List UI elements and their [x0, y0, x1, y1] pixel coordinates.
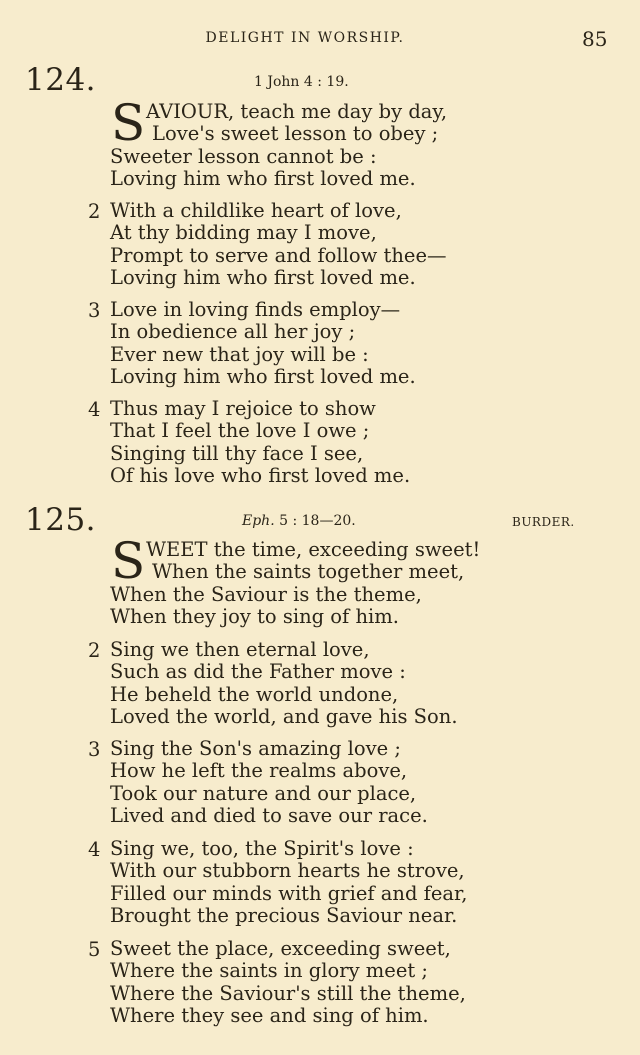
stanza-number: 4 — [88, 398, 101, 421]
stanza-number: 2 — [88, 200, 101, 223]
stanza — [88, 200, 608, 289]
stanza-line: Filled our minds with grief and fear, — [110, 881, 468, 905]
stanza-line: How he left the realms above, — [110, 759, 408, 783]
stanza-line: Thus may I rejoice to show — [110, 397, 376, 420]
scripture-verse: 5 : 18—20. — [279, 513, 356, 529]
stanza-number: 3 — [88, 738, 101, 761]
stanza-line: With a childlike heart of love, — [110, 199, 402, 222]
stanza-number: 5 — [88, 938, 101, 961]
stanza-line: Brought the precious Saviour near. — [110, 903, 458, 927]
stanza — [88, 532, 608, 628]
drop-capital: S — [111, 532, 146, 590]
stanza-number: 4 — [88, 838, 101, 861]
stanza-line: Took our nature and our place, — [110, 781, 417, 805]
stanza-line: Sing we, too, the Spirit's love : — [110, 837, 414, 860]
stanza-line: Where the Saviour's still the theme, — [110, 981, 466, 1005]
stanza-line: Such as did the Father move : — [110, 660, 406, 684]
stanza-line: WEET the time, exceeding sweet! — [146, 538, 481, 561]
stanza-line: Where the saints in glory meet ; — [110, 959, 428, 983]
stanza-line: Where they see and sing of him. — [110, 1003, 429, 1027]
stanza-line: Lived and died to save our race. — [110, 803, 428, 827]
scripture-reference — [254, 74, 349, 90]
scripture-book: Eph. — [242, 513, 275, 529]
stanza-line: Sing we then eternal love, — [110, 638, 370, 661]
stanza-line: With our stubborn hearts he strove, — [110, 859, 465, 883]
running-head: DELIGHT IN WORSHIP. — [205, 30, 405, 46]
stanza-line: Love's sweet lesson to obey ; — [152, 122, 439, 146]
stanza-line: At thy bidding may I move, — [110, 221, 377, 245]
stanza — [88, 838, 608, 927]
stanza-line: Sweeter lesson cannot be : — [110, 144, 377, 168]
scripture-book: 1 John — [254, 74, 300, 90]
hymn-number: 125. — [25, 502, 97, 538]
stanza-line: Loving him who first loved me. — [110, 166, 416, 190]
stanza-line: Loved the world, and gave his Son. — [110, 704, 458, 728]
hymn-number: 124. — [25, 62, 97, 98]
stanza-line: Sweet the place, exceeding sweet, — [110, 937, 451, 960]
stanza — [88, 398, 608, 487]
stanza-line: Prompt to serve and follow thee— — [110, 243, 447, 267]
stanza-line: AVIOUR, teach me day by day, — [146, 100, 448, 123]
stanza-line: Of his love who first loved me. — [110, 463, 411, 487]
page-number: 85 — [582, 27, 608, 51]
stanza-line: When they joy to sing of him. — [110, 604, 399, 628]
stanza — [88, 299, 608, 388]
stanza-number: 2 — [88, 639, 101, 662]
scripture-reference — [242, 513, 356, 529]
stanza — [88, 738, 608, 827]
stanza-line: That I feel the love I owe ; — [110, 419, 370, 443]
stanza-line: Sing the Son's amazing love ; — [110, 737, 401, 760]
stanza-number: 3 — [88, 299, 101, 322]
stanza-line: Loving him who first loved me. — [110, 265, 416, 289]
stanza-line: When the Saviour is the theme, — [110, 582, 422, 606]
stanza-line: He beheld the world undone, — [110, 682, 399, 706]
stanza — [88, 938, 608, 1027]
stanza-line: Love in loving finds employ— — [110, 298, 401, 321]
stanza-line: In obedience all her joy ; — [110, 320, 356, 344]
stanza — [88, 94, 608, 190]
stanza-line: When the saints together meet, — [152, 560, 465, 584]
stanza — [88, 639, 608, 728]
stanza-line: Ever new that joy will be : — [110, 342, 369, 366]
drop-capital: S — [111, 94, 146, 152]
composer-name: BURDER. — [512, 515, 575, 529]
stanza-line: Loving him who first loved me. — [110, 364, 416, 388]
scripture-verse: 4 : 19. — [303, 74, 349, 90]
stanza-line: Singing till thy face I see, — [110, 441, 364, 465]
